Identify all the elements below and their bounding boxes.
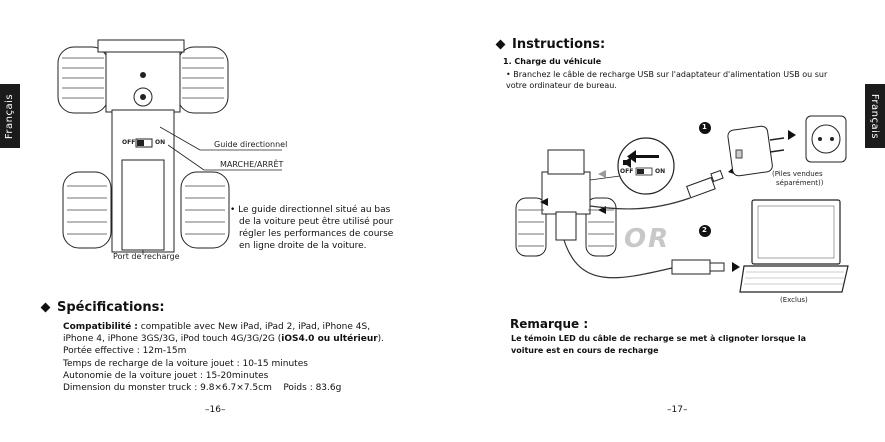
instructions-subheading: 1. Charge du véhicule (503, 57, 602, 66)
instructions-heading: Instructions: (495, 37, 605, 52)
piles-note-line1: (Piles vendues (772, 170, 823, 178)
page-number-right: –17– (667, 405, 688, 415)
remark-heading: Remarque : (510, 317, 589, 331)
directional-guide-note: • Le guide directionnel situé au bas de la voiture peut être utilisé pour régler les performances de course en ligne droite de la voiture. (230, 205, 394, 251)
label-marche-arret: MARCHE/ARRÊT (220, 160, 284, 169)
page-number-left: –16– (205, 405, 226, 415)
remark-text: Le témoin LED du câble de recharge se met à clignoter lorsque la voiture est en cours de recharge (511, 334, 807, 355)
spec-list: Compatibilité : compatible avec New iPad, iPad 2, iPad, iPhone 4S, iPhone 4, iPhone 3GS/3G, iPod touch 4G/3G/2G (iOS4.0 ou ultérieur). Portée effective : 12m-15m Temps de recharge de la voiture jouet : 10-15 minutes Autonomie de la voiture jouet : 15-20minutes Dimension du monster truck : 9.8×6.7×7.5cm Poids : 83.6g (63, 322, 385, 394)
label-port-recharge: Port de recharge (113, 252, 180, 261)
step-2-marker: 2 (702, 226, 707, 234)
language-tab-right: Français (865, 84, 885, 148)
or-text: OR (624, 224, 671, 254)
label-guide-directionnel: Guide directionnel (214, 140, 288, 149)
piles-note-line2: séparément)) (776, 179, 824, 187)
switch-off-label: OFF (122, 139, 136, 146)
zoom-switch-off-label: OFF (620, 168, 634, 175)
spec-heading: Spécifications: (40, 300, 165, 315)
zoom-switch-on-label: ON (655, 168, 666, 175)
step-1-marker: 1 (702, 123, 707, 131)
exclus-note: (Exclus) (780, 296, 808, 304)
switch-on-label: ON (155, 139, 166, 146)
language-tab: Français (0, 84, 20, 148)
instructions-text: • Branchez le câble de recharge USB sur l'adaptateur d'alimentation USB ou sur votre ordinateur de bureau. (506, 70, 828, 90)
